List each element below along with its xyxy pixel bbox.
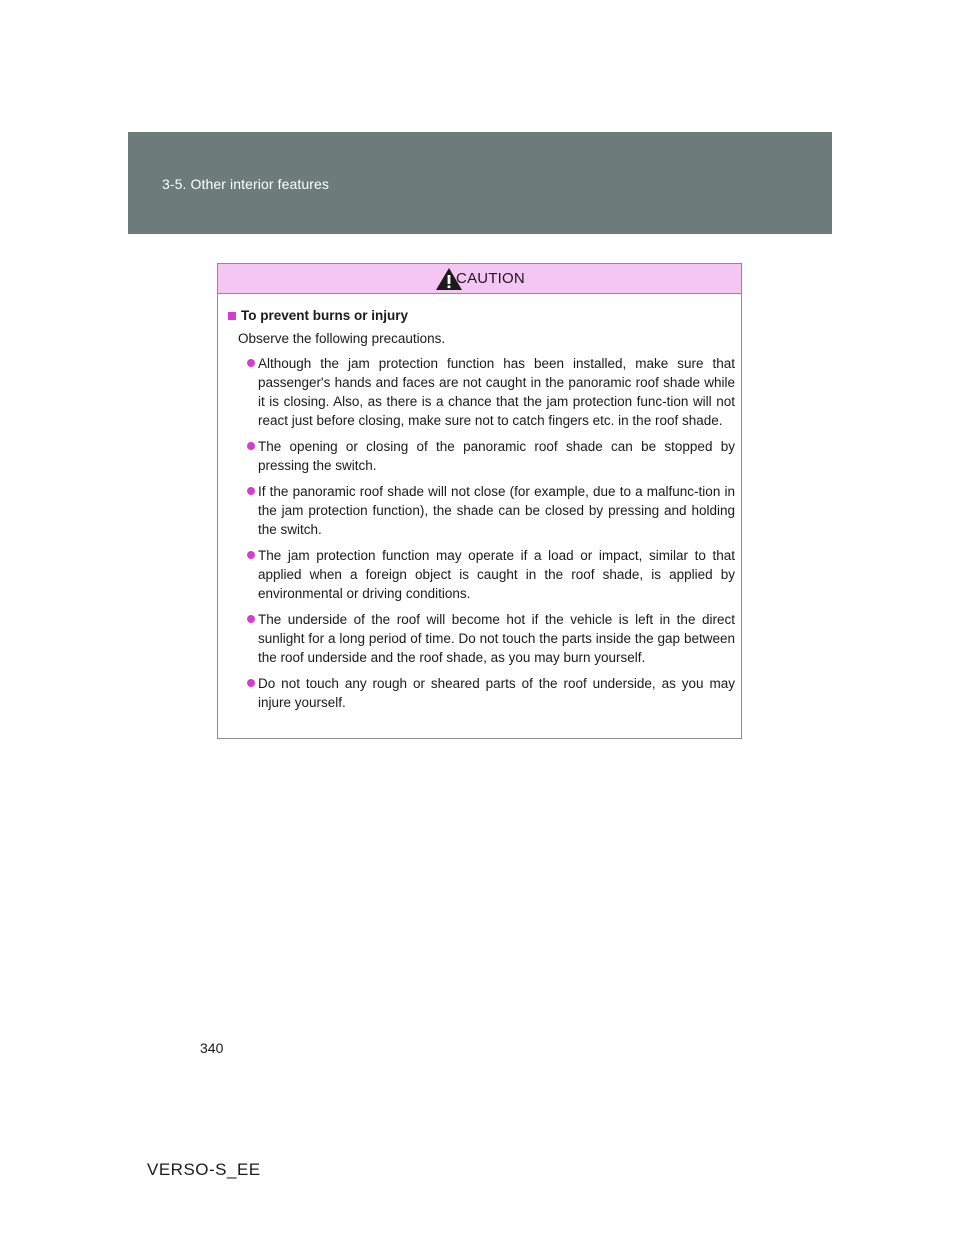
caution-box	[217, 263, 742, 739]
warning-triangle-icon	[434, 266, 464, 292]
caution-heading	[228, 308, 735, 323]
round-bullet-icon	[247, 359, 255, 367]
round-bullet-icon	[247, 442, 255, 450]
round-bullet-icon	[247, 487, 255, 495]
caution-intro: Observe the following precautions.	[238, 331, 446, 346]
list-item-text: Although the jam protection function has been installed, make sure that passenger's hands and faces are not caught in the panoramic roof shade while it is closing. Also, as there is a chance that the jam protection func-tion will not react just before closing, make sure not to catch fingers etc. in the roof shade.	[258, 356, 735, 428]
section-title: 3-5. Other interior features	[162, 176, 329, 192]
list-item-text: Do not touch any rough or sheared parts of the roof underside, as you may injure yourself.	[258, 676, 735, 710]
caution-header	[218, 264, 741, 294]
caution-list	[228, 354, 735, 712]
caution-label: CAUTION	[456, 270, 525, 287]
section-header-band	[128, 132, 832, 234]
square-bullet-icon	[228, 312, 236, 320]
round-bullet-icon	[247, 551, 255, 559]
list-item	[228, 354, 735, 430]
list-item	[228, 482, 735, 539]
list-item-text: The opening or closing of the panoramic roof shade can be stopped by pressing the switch.	[258, 439, 735, 473]
footer-model-code: VERSO-S_EE	[147, 1160, 261, 1179]
round-bullet-icon	[247, 615, 255, 623]
list-item-text: The jam protection function may operate if a load or impact, similar to that applied when a foreign object is caught in the roof shade, is applied by environmental or driving conditions.	[258, 548, 735, 601]
list-item	[228, 437, 735, 475]
page-number: 340	[200, 1040, 224, 1056]
list-item	[228, 674, 735, 712]
caution-body	[218, 294, 741, 712]
list-item-text: If the panoramic roof shade will not close (for example, due to a malfunc-tion in the jam protection function), the shade can be closed by pressing and holding the switch.	[258, 484, 735, 537]
round-bullet-icon	[247, 679, 255, 687]
list-item-text: The underside of the roof will become hot if the vehicle is left in the direct sunlight for a long period of time. Do not touch the parts inside the gap between the roof underside and the roof shade, as you may burn yourself.	[258, 612, 735, 665]
caution-heading-text: To prevent burns or injury	[241, 308, 409, 323]
list-item	[228, 546, 735, 603]
list-item	[228, 610, 735, 667]
